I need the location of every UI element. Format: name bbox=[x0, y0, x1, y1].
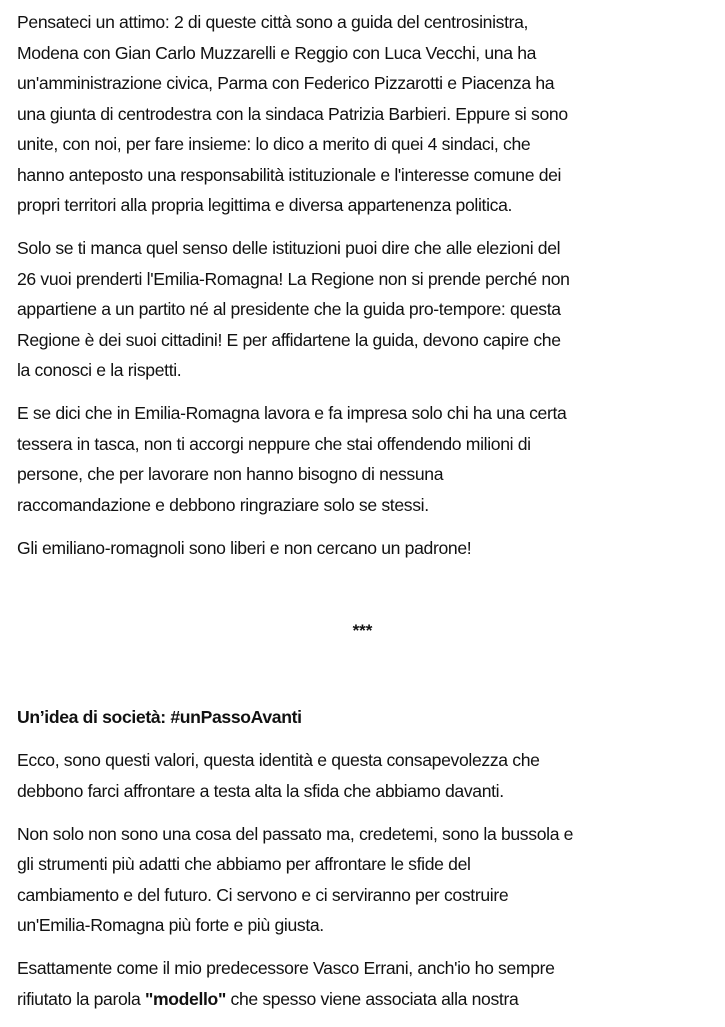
paragraph bbox=[17, 953, 717, 1014]
paragraph bbox=[17, 745, 717, 806]
text-fragment: che spesso viene associata alla nostra bbox=[225, 988, 519, 1009]
paragraph bbox=[17, 819, 717, 941]
paragraph bbox=[17, 7, 717, 221]
text-line: cambiamento e del futuro. Ci servono e ci serviranno per costruire bbox=[17, 884, 509, 905]
text-line: persone, che per lavorare non hanno bisogno di nessuna bbox=[17, 464, 444, 484]
text-line: la conosci e la rispetti. bbox=[17, 360, 182, 380]
text-line: 26 vuoi prenderti l'Emilia-Romagna! La Regione non si prende perché non bbox=[17, 268, 570, 289]
text-line: gli strumenti più adatti che abbiamo per affrontare le sfide del bbox=[17, 854, 471, 874]
text-line: Gli emiliano-romagnoli sono liberi e non cercano un padrone! bbox=[17, 537, 472, 558]
text-line: un'Emilia-Romagna più forte e più giusta. bbox=[17, 915, 324, 935]
text-line: raccomandazione e debbono ringraziare solo se stessi. bbox=[17, 494, 429, 515]
paragraph bbox=[17, 233, 717, 386]
text-line: Pensateci un attimo: 2 di queste città sono a guida del centrosinistra, bbox=[17, 12, 529, 32]
document-body-top bbox=[17, 7, 717, 576]
text-line: una giunta di centrodestra con la sindaca Patrizia Barbieri. Eppure si sono bbox=[17, 103, 568, 124]
text-line: E se dici che in Emilia-Romagna lavora e fa impresa solo chi ha una certa bbox=[17, 403, 567, 423]
text-line: debbono farci affrontare a testa alta la sfida che abbiamo davanti. bbox=[17, 780, 504, 801]
section-heading: Un’idea di società: #unPassoAvanti bbox=[17, 707, 302, 727]
text-line: Esattamente come il mio predecessore Vasco Errani, anch'io ho sempre bbox=[17, 958, 555, 978]
text-line: unite, con noi, per fare insieme: lo dico a merito di quei 4 sindaci, che bbox=[17, 134, 531, 154]
text-line: propri territori alla propria legittima e diversa appartenenza politica. bbox=[17, 195, 513, 215]
text-line: Ecco, sono questi valori, questa identità e questa consapevolezza che bbox=[17, 750, 540, 770]
text-line: Solo se ti manca quel senso delle istituzioni puoi dire che alle elezioni del bbox=[17, 238, 561, 258]
bold-term: "modello" bbox=[144, 988, 226, 1009]
text-line: appartiene a un partito né al presidente che la guida pro-tempore: questa bbox=[17, 299, 561, 319]
paragraph bbox=[17, 398, 717, 520]
section-separator: *** bbox=[352, 621, 373, 640]
text-line bbox=[17, 984, 717, 1015]
text-fragment: rifiutato la parola bbox=[17, 988, 145, 1009]
text-line: Modena con Gian Carlo Muzzarelli e Reggio con Luca Vecchi, una ha bbox=[17, 42, 537, 63]
text-line: un'amministrazione civica, Parma con Federico Pizzarotti e Piacenza ha bbox=[17, 73, 555, 93]
text-line: tessera in tasca, non ti accorgi neppure che stai offendendo milioni di bbox=[17, 433, 531, 454]
text-line: Non solo non sono una cosa del passato ma, credetemi, sono la bussola e bbox=[17, 823, 574, 844]
paragraph bbox=[17, 533, 717, 564]
text-line: Regione è dei suoi cittadini! E per affidartene la guida, devono capire che bbox=[17, 329, 561, 350]
document-body-bottom bbox=[17, 745, 717, 1027]
text-line: hanno anteposto una responsabilità istituzionale e l'interesse comune dei bbox=[17, 164, 562, 185]
